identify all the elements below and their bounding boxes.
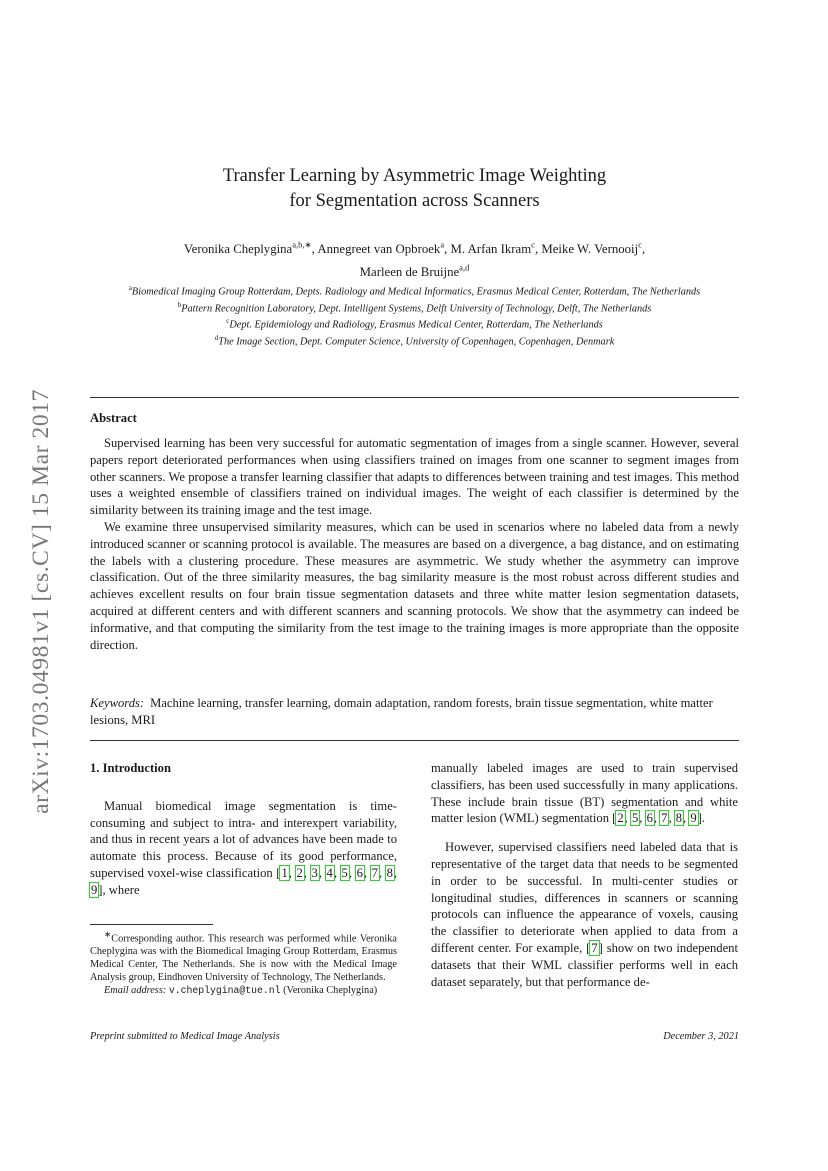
citation-link[interactable]: 7 xyxy=(661,811,668,826)
intro-paragraph-right-1: manually labeled images are used to train supervised classifiers, has been used successfully in many applications. These include brain tissue (BT) segmentation and white matter lesion (WML) segmentation [2, 5, 6, 7, 8, 9]. xyxy=(431,761,738,826)
footer-preprint: Preprint submitted to Medical Image Analysis xyxy=(90,1031,280,1042)
intro-paragraph-left: Manual biomedical image segmentation is time-consuming and subject to intra- and interexpert variability, and thus in recent years a lot of advances have been made to automate this process. Because of its good performance, supervised voxel-wise classification [1, 2, 3, 4, 5, 6, 7, 8, 9], where xyxy=(90,798,398,897)
author-list xyxy=(90,236,739,281)
citation-link[interactable]: 7 xyxy=(371,865,378,880)
citation-link[interactable]: 6 xyxy=(646,811,653,826)
affiliation-d: $^d$The Image Section, Dept. Computer Science, University of Copenhagen, Copenhagen, Denmark xyxy=(214,333,615,348)
section-heading: 1. Introduction xyxy=(90,761,171,775)
left-column xyxy=(90,760,397,899)
citation-link[interactable]: 1 xyxy=(281,865,288,880)
citation-group-right: [2, 5, 6, 7, 8, 9] xyxy=(612,811,702,826)
footnote-email: Email address: v.cheplygina@tue.nl (Veronika Cheplygina) xyxy=(104,985,378,997)
affiliation-b: $^b$Pattern Recognition Laboratory, Dept. Intelligent Systems, Delft University of Technology, Delft, The Netherlands xyxy=(177,300,652,315)
footnote xyxy=(90,928,397,997)
citation-group-left: [1, 2, 3, 4, 5, 6, 7, 8, 9] xyxy=(91,865,398,897)
keywords xyxy=(90,695,739,729)
abstract-body xyxy=(90,435,739,653)
author-1: Annegreet van Opbroek$^a$, xyxy=(317,240,451,257)
citation-link[interactable]: 4 xyxy=(326,865,333,880)
citation-link[interactable]: 5 xyxy=(631,811,639,826)
author-2: M. Arfan Ikram$^c$, xyxy=(450,240,542,257)
footnote-rule xyxy=(90,924,213,925)
citation-link[interactable]: 7 xyxy=(591,940,598,955)
keywords-text: Machine learning, transfer learning, domain adaptation, random forests, brain tissue segmentation, white matter lesions, MRI xyxy=(90,696,713,727)
affiliation-a: $^a$Biomedical Imaging Group Rotterdam, Depts. Radiology and Medical Informatics, Erasmus Medical Center, Rotterdam, The Netherlands xyxy=(128,284,701,298)
footnote-corresponding: ∗Corresponding author. This research was performed while Veronika Cheplygina was with the Biomedical Imaging Group Rotterdam, Erasmus Medical Center, The Netherlands. She is now with the Medical Image Analysis group, Eindhoven University of Technology, The Netherlands. xyxy=(90,929,397,984)
title-line-1: Transfer Learning by Asymmetric Image Weighting xyxy=(222,166,607,186)
affiliations xyxy=(90,282,739,349)
arxiv-identifier xyxy=(21,356,61,846)
paper-title xyxy=(90,164,739,214)
abstract-paragraph-2: We examine three unsupervised similarity measures, which can be used in scenarios where no labeled data from a newly introduced scanner or scanning protocol is available. The measures are based on a divergence, a bag distance, and on estimating the labels with a clustering procedure. These measures are asymmetric. We study whether the asymmetry can improve classification. Out of the three similarity measures, the bag similarity measure is the most robust across different studies and achieves excellent results on four brain tissue segmentation datasets and three white matter lesion segmentation datasets, acquired at different centers and with different scanners and scanning protocols. We show that the asymmetry can indeed be informative, and that computing the similarity from the test image to the training images is more appropriate than the opposite direction. xyxy=(90,519,739,652)
abstract-heading: Abstract xyxy=(90,411,137,425)
abstract-bottom-rule xyxy=(90,740,739,741)
citation-link[interactable]: 3 xyxy=(311,865,318,880)
intro-paragraph-right-2: However, supervised classifiers need labeled data that is representative of the target data that needs to be segmented in order to be successful. In multi-center studies or longitudinal studies, differences in scanners or scanning protocols can influence the appearance of voxels, causing the classifier to deteriorate when applied to data from a different center. For example, [7] show on two independent datasets that their WML classifier performs well in each dataset separately, but that performance de- xyxy=(431,840,738,989)
author-3: Meike W. Vernooij$^c$, xyxy=(541,240,646,257)
abstract-top-rule xyxy=(90,397,739,398)
author-0: Veronika Cheplygina$^{a,b,∗}$, xyxy=(183,240,318,257)
citation-link[interactable]: 5 xyxy=(341,865,348,880)
footer-date: December 3, 2021 xyxy=(663,1031,739,1042)
citation-link[interactable]: 9 xyxy=(91,882,98,897)
author-4: Marleen de Bruijne$^{a,d}$ xyxy=(359,262,470,279)
citation-link[interactable]: 8 xyxy=(386,865,393,880)
citation-link[interactable]: 2 xyxy=(296,865,303,880)
citation-link[interactable]: 2 xyxy=(617,811,624,826)
email-link[interactable]: v.cheplygina@tue.nl xyxy=(168,985,281,997)
right-column xyxy=(431,760,738,990)
citation-link[interactable]: 8 xyxy=(675,811,683,826)
affiliation-c: $^c$Dept. Epidemiology and Radiology, Erasmus Medical Center, Rotterdam, The Netherlands xyxy=(226,317,603,331)
citation-link[interactable]: 9 xyxy=(690,811,697,826)
keywords-label: Keywords: xyxy=(90,696,145,710)
citation-link[interactable]: 6 xyxy=(356,865,363,880)
arxiv-identifier-text: arXiv:1703.04981v1 [cs.CV] 15 Mar 2017 xyxy=(27,388,54,814)
abstract-paragraph-1: Supervised learning has been very successful for automatic segmentation of images from a single scanner. However, several papers report deteriorated performances when using classifiers trained on images from one scanner to segment images from other scanners. We propose a transfer learning classifier that adapts to differences between training and test images. This method uses a weighted ensemble of classifiers trained on individual images. The weight of each classifier is determined by the similarity between its training image and the test image. xyxy=(90,436,739,518)
title-line-2: for Segmentation across Scanners xyxy=(289,191,540,211)
